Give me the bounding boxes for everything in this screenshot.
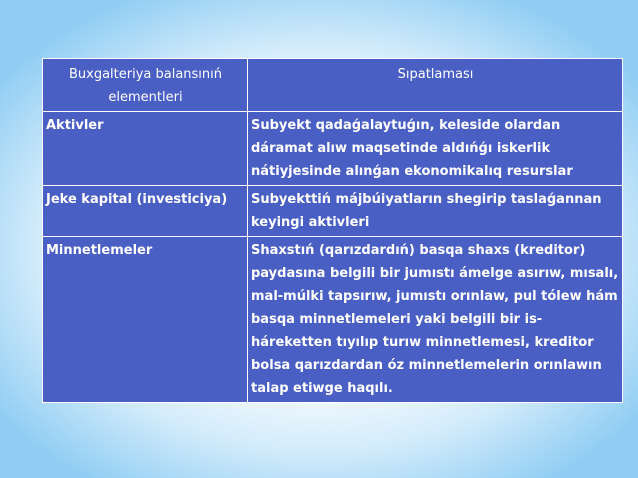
- header-description: Sıpatlaması: [248, 59, 623, 112]
- table-row: [43, 186, 623, 237]
- row-element-assets: [43, 112, 248, 186]
- table-row: [43, 237, 623, 403]
- row-element-label: Minnetlemeler: [46, 243, 153, 258]
- header-elements: Buxgalteriya balansınıń elementleri: [43, 59, 248, 112]
- row-description-assets: Subyekt qadaǵalaytuǵın, keleside olardan dáramat alıw maqsetinde aldıńǵı iskerlik nátiyjesinde alınǵan ekonomikalıq resurslar: [248, 112, 623, 186]
- balance-elements-table-container: [42, 58, 622, 403]
- row-element-label: Aktivler: [46, 118, 104, 133]
- row-element-liabilities: [43, 237, 248, 403]
- table-header-row: [43, 59, 623, 112]
- row-description-liabilities: Shaxstıń (qarızdardıń) basqa shaxs (kreditor) paydasına belgili bir jumıstı ámelge asırıw, mısalı, mal-múlki tapsırıw, jumıstı orınlaw, pul tólew hám basqa minnetlemeleri yaki belgili bir is-háreketten tıyılıp turıw minnetlemesi, kreditor bolsa qarızdardan óz minnetlemelerin orınlawın talap etiwge haqılı.: [248, 237, 623, 403]
- table-row: [43, 112, 623, 186]
- row-element-equity: [43, 186, 248, 237]
- row-element-label: Jeke kapital (investiciya): [46, 192, 228, 207]
- balance-elements-table: [42, 58, 623, 403]
- row-description-equity: Subyekttiń májbúiyatların shegirip taslaǵannan keyingi aktivleri: [248, 186, 623, 237]
